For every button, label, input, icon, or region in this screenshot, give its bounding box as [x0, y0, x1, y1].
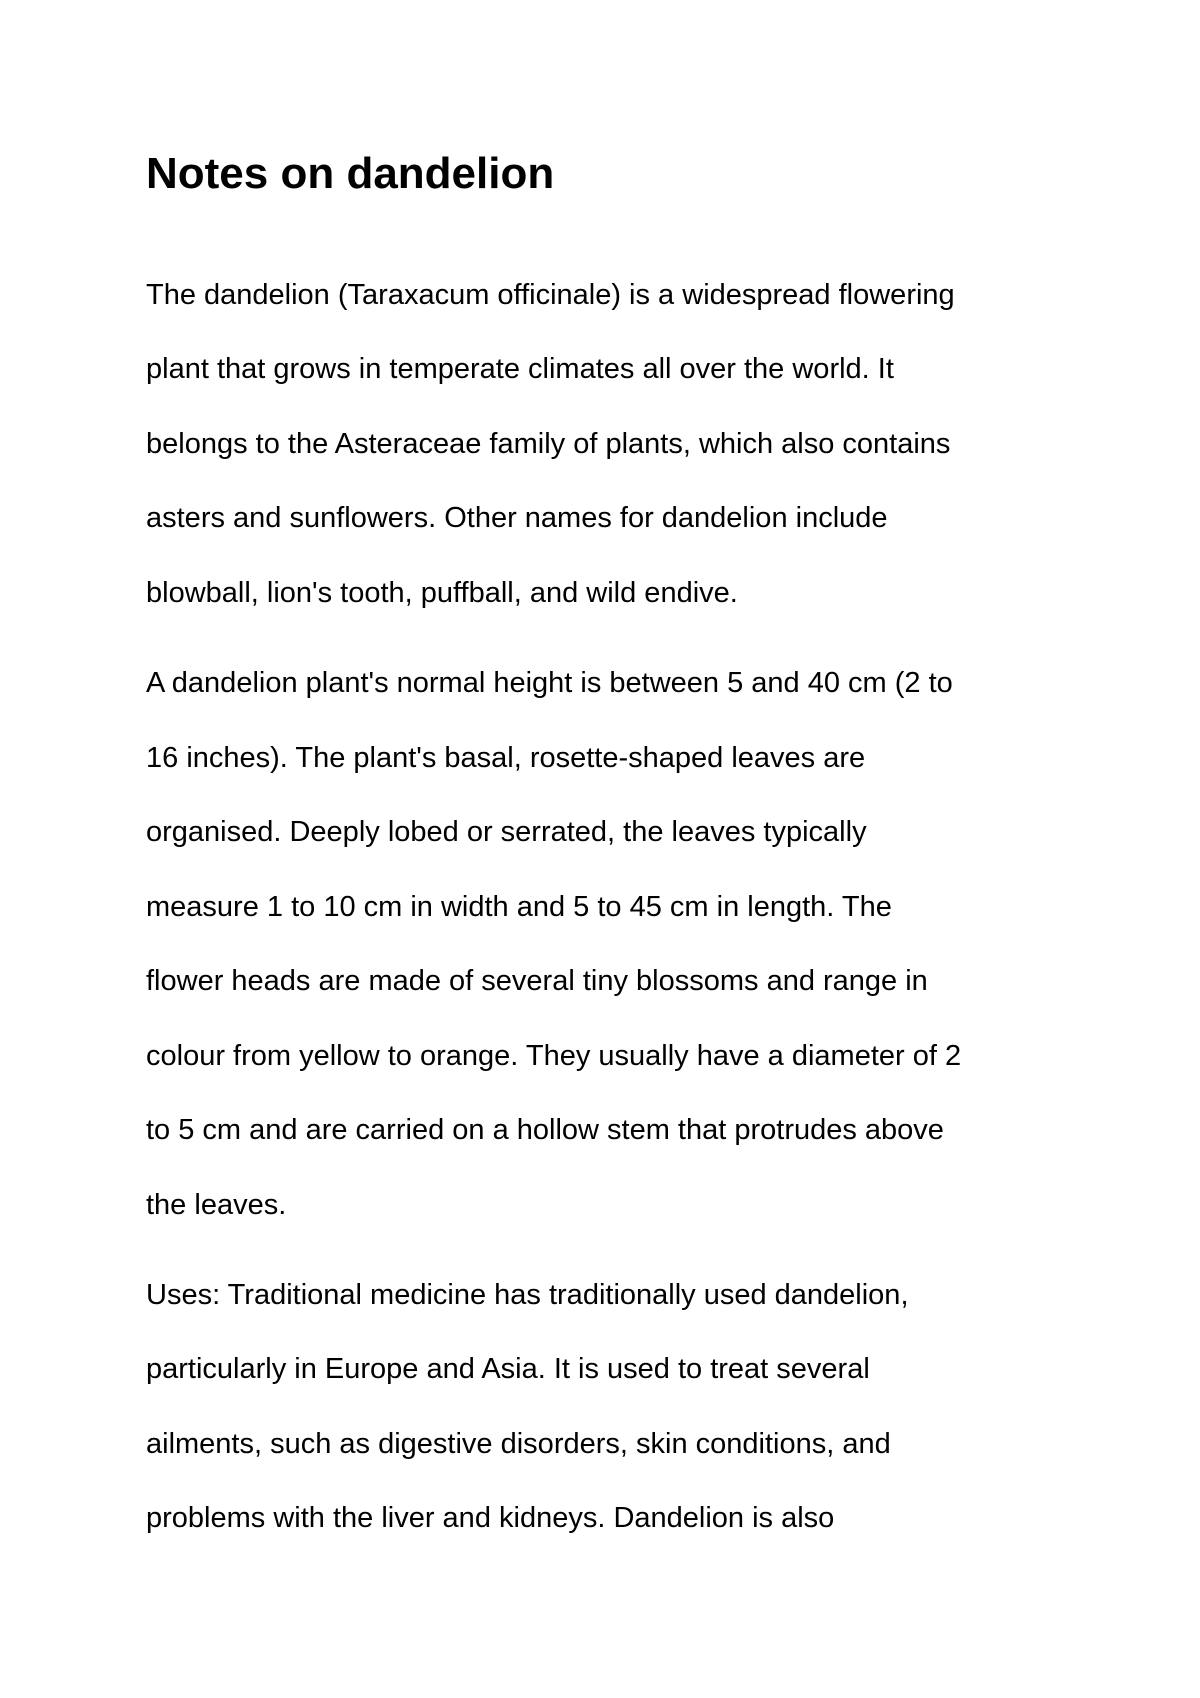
paragraph-line: 16 inches). The plant's basal, rosette-shaped leaves are: [146, 742, 866, 774]
paragraph-line: measure 1 to 10 cm in width and 5 to 45 cm in length. The: [146, 891, 892, 923]
paragraph-line: plant that grows in temperate climates all over the world. It: [146, 353, 894, 385]
paragraph-line: The dandelion (Taraxacum officinale) is a widespread flowering: [146, 279, 955, 311]
paragraph-line: Uses: Traditional medicine has traditionally used dandelion,: [146, 1279, 909, 1311]
paragraph-line: flower heads are made of several tiny blossoms and range in: [146, 965, 928, 997]
paragraph-line: blowball, lion's tooth, puffball, and wild endive.: [146, 577, 738, 609]
paragraph-line: organised. Deeply lobed or serrated, the leaves typically: [146, 816, 867, 848]
paragraph-line: ailments, such as digestive disorders, skin conditions, and: [146, 1428, 891, 1460]
paragraph-line: to 5 cm and are carried on a hollow stem that protrudes above: [146, 1114, 944, 1146]
paragraph-line: particularly in Europe and Asia. It is used to treat several: [146, 1353, 870, 1385]
paragraph-line: asters and sunflowers. Other names for dandelion include: [146, 502, 888, 534]
paragraph-line: colour from yellow to orange. They usually have a diameter of 2: [146, 1040, 962, 1072]
paragraph-line: A dandelion plant's normal height is between 5 and 40 cm (2 to: [146, 667, 953, 699]
document-title: Notes on dandelion: [146, 149, 555, 198]
paragraph-line: belongs to the Asteraceae family of plants, which also contains: [146, 428, 951, 460]
paragraph-line: the leaves.: [146, 1189, 287, 1221]
paragraph-line: problems with the liver and kidneys. Dandelion is also: [146, 1502, 835, 1534]
